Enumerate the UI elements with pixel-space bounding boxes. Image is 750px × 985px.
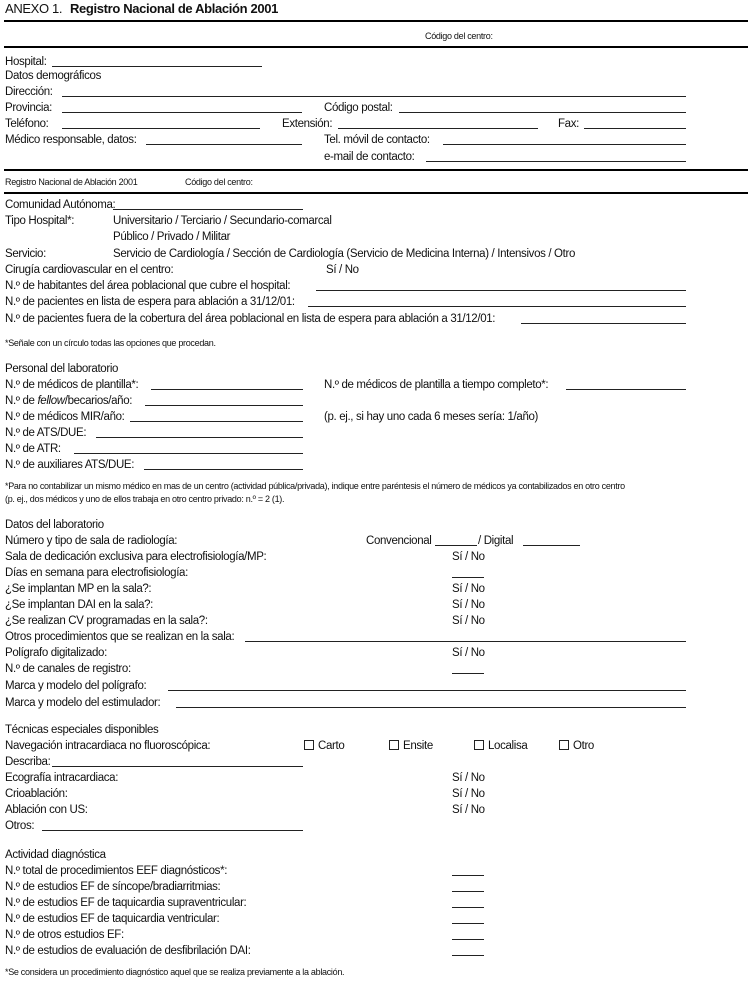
- title-prefix: ANEXO 1.: [5, 1, 63, 16]
- marca-poligrafo-input[interactable]: [168, 679, 686, 691]
- canales-label: N.º de canales de registro:: [5, 663, 131, 675]
- provincia-label: Provincia:: [5, 102, 52, 114]
- mir-note: (p. ej., si hay uno cada 6 meses sería: 1/año): [324, 411, 539, 423]
- sala-exclusiva-si-no[interactable]: Sí / No: [452, 551, 485, 563]
- fellow-label: [5, 394, 132, 408]
- convencional-input[interactable]: [435, 534, 477, 546]
- direccion-label: Dirección:: [5, 86, 53, 98]
- ats-label: N.º de ATS/DUE:: [5, 427, 87, 439]
- fellow-label-post: /becarios/año:: [64, 395, 133, 407]
- direccion-input[interactable]: [62, 85, 686, 97]
- extension-input[interactable]: [338, 117, 538, 129]
- fuera-cobertura-input[interactable]: [521, 312, 686, 324]
- extension-label: Extensión:: [282, 118, 333, 130]
- otros-proc-label: Otros procedimientos que se realizan en la sala:: [5, 631, 235, 643]
- actividad-item: N.º de estudios de evaluación de desfibrilación DAI:: [5, 945, 251, 957]
- divider: [4, 46, 748, 48]
- convencional-label: Convencional: [366, 535, 432, 547]
- codigo-postal-input[interactable]: [399, 101, 686, 113]
- checkbox-label: Carto: [318, 740, 345, 752]
- marca-poligrafo-label: Marca y modelo del polígrafo:: [5, 680, 147, 692]
- checkbox-icon: [474, 740, 484, 750]
- checkbox-icon: [389, 740, 399, 750]
- digital-input[interactable]: [523, 534, 580, 546]
- fellow-label-pre: N.º de: [5, 395, 38, 407]
- lista-espera-input[interactable]: [308, 295, 686, 307]
- hospital-input[interactable]: [52, 55, 262, 67]
- tipo-hospital-label: Tipo Hospital*:: [5, 215, 75, 227]
- medico-responsable-input[interactable]: [146, 133, 302, 145]
- servicio-options[interactable]: Servicio de Cardiología / Sección de Cardiología (Servicio de Medicina Interna) / Intensivos / Otro: [113, 248, 576, 260]
- actividad-input[interactable]: [452, 944, 484, 956]
- auxiliares-label: N.º de auxiliares ATS/DUE:: [5, 459, 135, 471]
- comunidad-label: Comunidad Autónoma:: [5, 199, 116, 211]
- atr-label: N.º de ATR:: [5, 443, 61, 455]
- plantilla-completo-label: N.º de médicos de plantilla a tiempo completo*:: [324, 379, 549, 391]
- personal-heading: Personal del laboratorio: [5, 363, 119, 375]
- actividad-input[interactable]: [452, 880, 484, 892]
- poligrafo-label: Polígrafo digitalizado:: [5, 647, 107, 659]
- digital-label: / Digital: [478, 535, 514, 547]
- actividad-item: N.º de estudios EF de taquicardia ventricular:: [5, 913, 220, 925]
- fuera-cobertura-label: N.º de pacientes fuera de la cobertura del área poblacional en lista de espera para ablación a 31/12/01:: [5, 313, 496, 325]
- checkbox-label: Localisa: [488, 740, 528, 752]
- tipo-hospital-options[interactable]: Universitario / Terciario / Secundario-comarcal: [113, 215, 332, 227]
- checkbox-ensite[interactable]: [389, 739, 433, 753]
- medico-responsable-label: Médico responsable, datos:: [5, 134, 137, 146]
- otros-proc-input[interactable]: [245, 630, 686, 642]
- cv-si-no[interactable]: Sí / No: [452, 615, 485, 627]
- actividad-heading: Actividad diagnóstica: [5, 849, 106, 861]
- actividad-input[interactable]: [452, 896, 484, 908]
- habitantes-label: N.º de habitantes del área poblacional que cubre el hospital:: [5, 280, 291, 292]
- checkbox-label: Ensite: [403, 740, 433, 752]
- checkbox-carto[interactable]: [304, 739, 344, 753]
- registro-header: Registro Nacional de Ablación 2001: [5, 177, 138, 187]
- describa-label: Describa:: [5, 756, 51, 768]
- otros-input[interactable]: [42, 819, 303, 831]
- canales-input[interactable]: [452, 662, 484, 674]
- checkbox-localisa[interactable]: [474, 739, 527, 753]
- email-input[interactable]: [426, 150, 686, 162]
- otros-label: Otros:: [5, 820, 35, 832]
- cirugia-label: Cirugía cardiovascular en el centro:: [5, 264, 174, 276]
- footnote: *Para no contabilizar un mismo médico en mas de un centro (actividad pública/privada), indique entre paréntesis el número de médicos ya contabilizados en otro centro: [5, 481, 625, 491]
- checkbox-otro[interactable]: [559, 739, 594, 753]
- codigo-postal-label: Código postal:: [324, 102, 393, 114]
- actividad-item: N.º de estudios EF de taquicardia supraventricular:: [5, 897, 247, 909]
- plantilla-label: N.º de médicos de plantilla*:: [5, 379, 139, 391]
- ecografia-si-no[interactable]: Sí / No: [452, 772, 485, 784]
- navegacion-label: Navegación intracardiaca no fluoroscópica:: [5, 740, 211, 752]
- dai-si-no[interactable]: Sí / No: [452, 599, 485, 611]
- auxiliares-input[interactable]: [144, 458, 303, 470]
- actividad-item: N.º de estudios EF de síncope/bradiarritmias:: [5, 881, 221, 893]
- tecnicas-heading: Técnicas especiales disponibles: [5, 724, 159, 736]
- tel-movil-label: Tel. móvil de contacto:: [324, 134, 430, 146]
- actividad-input[interactable]: [452, 912, 484, 924]
- divider: [4, 192, 748, 194]
- lista-espera-label: N.º de pacientes en lista de espera para ablación a 31/12/01:: [5, 296, 295, 308]
- describa-input[interactable]: [52, 755, 303, 767]
- marca-estimulador-input[interactable]: [176, 696, 686, 708]
- ablacion-us-label: Ablación con US:: [5, 804, 88, 816]
- divider: [4, 169, 748, 171]
- actividad-input[interactable]: [452, 928, 484, 940]
- marca-estimulador-label: Marca y modelo del estimulador:: [5, 697, 161, 709]
- atr-input[interactable]: [74, 442, 303, 454]
- laboratorio-heading: Datos del laboratorio: [5, 519, 104, 531]
- poligrafo-si-no[interactable]: Sí / No: [452, 647, 485, 659]
- ablacion-us-si-no[interactable]: Sí / No: [452, 804, 485, 816]
- codigo-centro-label-2: Código del centro:: [185, 177, 253, 187]
- comunidad-input[interactable]: [113, 198, 303, 210]
- cirugia-si-no[interactable]: Sí / No: [326, 264, 359, 276]
- fax-input[interactable]: [584, 117, 686, 129]
- sala-tipo-label: Número y tipo de sala de radiología:: [5, 535, 178, 547]
- footnote: *Señale con un círculo todas las opciones que procedan.: [5, 338, 216, 348]
- email-label: e-mail de contacto:: [324, 151, 415, 163]
- crioablacion-si-no[interactable]: Sí / No: [452, 788, 485, 800]
- provincia-input[interactable]: [62, 101, 302, 113]
- dai-label: ¿Se implantan DAI en la sala?:: [5, 599, 154, 611]
- mir-input[interactable]: [130, 410, 303, 422]
- sala-exclusiva-label: Sala de dedicación exclusiva para electrofisiología/MP:: [5, 551, 267, 563]
- codigo-centro-label: Código del centro:: [425, 31, 493, 41]
- datos-demograficos-heading: Datos demográficos: [5, 70, 101, 82]
- cv-label: ¿Se realizan CV programadas en la sala?:: [5, 615, 208, 627]
- habitantes-input[interactable]: [316, 279, 686, 291]
- footnote: *Se considera un procedimiento diagnóstico aquel que se realiza previamente a la ablación.: [5, 967, 345, 977]
- ats-input[interactable]: [96, 426, 303, 438]
- actividad-item: N.º total de procedimientos EEF diagnósticos*:: [5, 865, 228, 877]
- ecografia-label: Ecografía intracardiaca:: [5, 772, 119, 784]
- mir-label: N.º de médicos MIR/año:: [5, 411, 125, 423]
- fellow-input[interactable]: [145, 394, 303, 406]
- mp-si-no[interactable]: Sí / No: [452, 583, 485, 595]
- dias-input[interactable]: [452, 566, 484, 578]
- fax-label: Fax:: [558, 118, 579, 130]
- crioablacion-label: Crioablación:: [5, 788, 68, 800]
- telefono-input[interactable]: [62, 117, 260, 129]
- actividad-item: N.º de otros estudios EF:: [5, 929, 124, 941]
- tel-movil-input[interactable]: [443, 133, 686, 145]
- footnote: (p. ej., dos médicos y uno de ellos trabaja en otro centro privado: n.º = 2 (1).: [5, 494, 285, 504]
- plantilla-input[interactable]: [151, 378, 303, 390]
- titularidad-options[interactable]: Público / Privado / Militar: [113, 231, 231, 243]
- actividad-input[interactable]: [452, 864, 484, 876]
- telefono-label: Teléfono:: [5, 118, 49, 130]
- mp-label: ¿Se implantan MP en la sala?:: [5, 583, 152, 595]
- checkbox-icon: [559, 740, 569, 750]
- fellow-label-italic: fellow: [37, 395, 65, 407]
- checkbox-label: Otro: [573, 740, 594, 752]
- plantilla-completo-input[interactable]: [566, 378, 686, 390]
- checkbox-icon: [304, 740, 314, 750]
- page-title: Registro Nacional de Ablación 2001: [70, 1, 278, 16]
- divider: [4, 20, 748, 22]
- dias-label: Días en semana para electrofisiología:: [5, 567, 188, 579]
- hospital-label: Hospital:: [5, 56, 47, 68]
- servicio-label: Servicio:: [5, 248, 46, 260]
